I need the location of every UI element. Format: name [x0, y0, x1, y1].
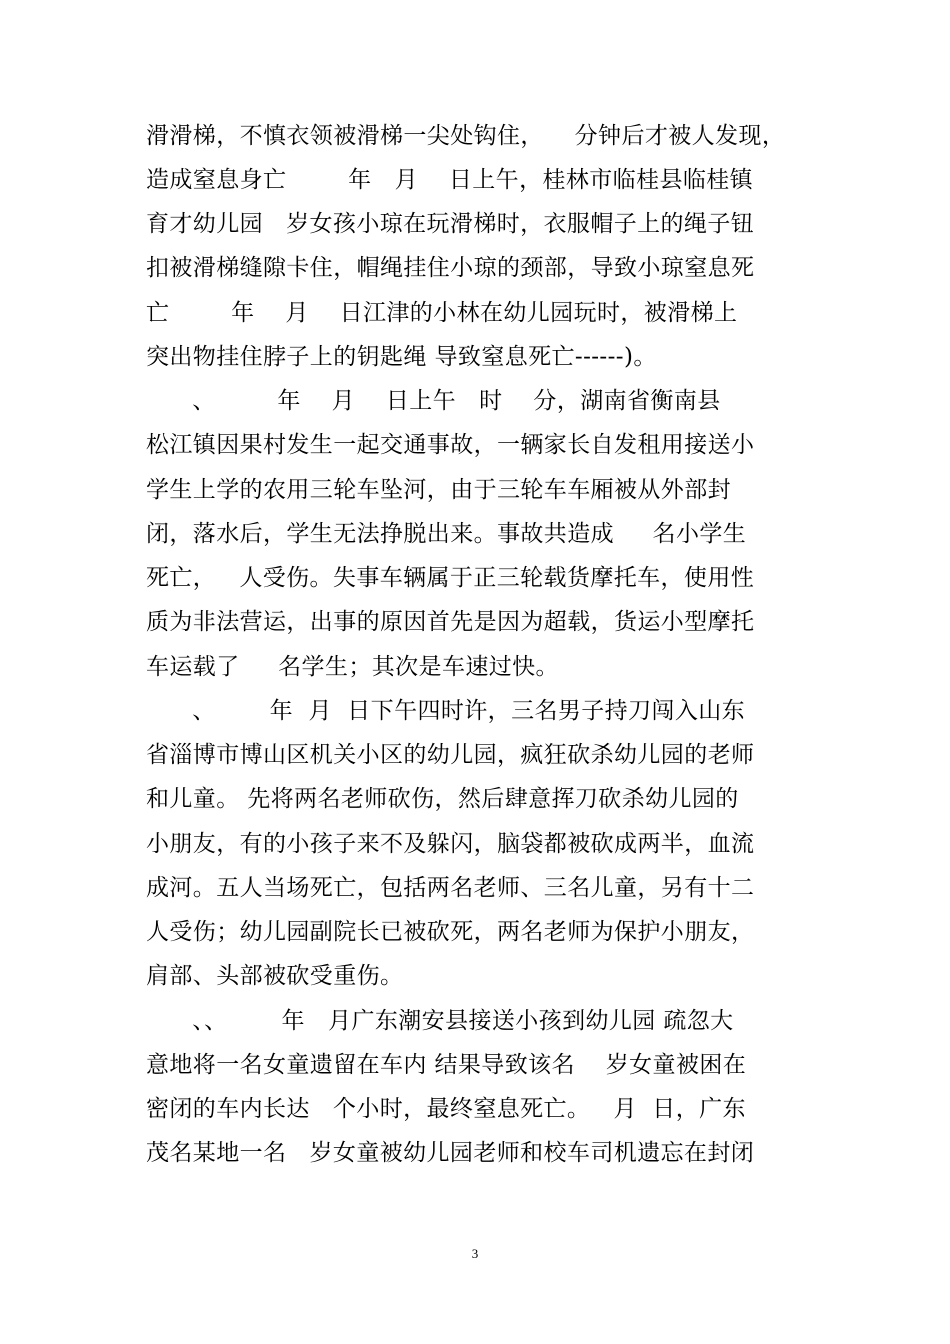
text-line: 扣被滑梯缝隙卡住，帽绳挂住小琼的颈部，导致小琼窒息死: [146, 255, 755, 281]
text-line: 育才幼儿园 岁女孩小琼在玩滑梯时，衣服帽子上的绳子钮: [146, 211, 755, 237]
text-line: 密闭的车内长达 个小时，最终窒息死亡。 月 日，广东: [146, 1096, 746, 1122]
text-line: 松江镇因果村发生一起交通事故，一辆家长自发租用接送小: [146, 432, 755, 458]
text-line: 、、 年 月广东潮安县接送小孩到幼儿园 疏忽大: [146, 1008, 734, 1034]
text-line: 小朋友，有的小孩子来不及躲闪，脑袋都被砍成两半，血流: [146, 831, 755, 857]
text-line: 、 年 月 日上午 时 分，湖南省衡南县: [146, 388, 721, 414]
page-number: 3: [471, 1246, 479, 1261]
text-line: 茂名某地一名 岁女童被幼儿园老师和校车司机遗忘在封闭: [146, 1140, 755, 1166]
text-line: 人受伤；幼儿园副院长已被砍死，两名老师为保护小朋友，: [146, 919, 755, 945]
text-line: 意地将一名女童遗留在车内 结果导致该名 岁女童被困在: [146, 1052, 747, 1078]
text-line: 亡 年 月 日江津的小林在幼儿园玩时，被滑梯上: [146, 300, 738, 326]
text-line: 死亡， 人受伤。失事车辆属于正三轮载货摩托车，使用性: [146, 565, 755, 591]
text-line: 闭，落水后，学生无法挣脱出来。事故共造成 名小学生: [146, 521, 747, 547]
text-line: 省淄博市博山区机关小区的幼儿园，疯狂砍杀幼儿园的老师: [146, 742, 755, 768]
text-line: 质为非法营运，出事的原因首先是因为超载，货运小型摩托: [146, 609, 755, 635]
text-line: 成河。五人当场死亡，包括两名老师、三名儿童，另有十二: [146, 875, 755, 901]
text-line: 滑滑梯，不慎衣领被滑梯一尖处钩住， 分钟后才被人发现，: [146, 123, 786, 149]
text-line: 肩部、头部被砍受重伤。: [146, 963, 404, 989]
text-line: 造成窒息身亡 年 月 日上午，桂林市临桂县临桂镇: [146, 167, 754, 193]
text-line: 、 年 月 日下午四时许，三名男子持刀闯入山东: [146, 698, 746, 724]
text-line: 和儿童。 先将两名老师砍伤，然后肆意挥刀砍杀幼儿园的: [146, 786, 739, 812]
text-line: 学生上学的农用三轮车坠河，由于三轮车车厢被从外部封: [146, 477, 731, 503]
text-line: 车运载了 名学生；其次是车速过快。: [146, 654, 559, 680]
text-line: 突出物挂住脖子上的钥匙绳 导致窒息死亡------)。: [146, 344, 657, 370]
